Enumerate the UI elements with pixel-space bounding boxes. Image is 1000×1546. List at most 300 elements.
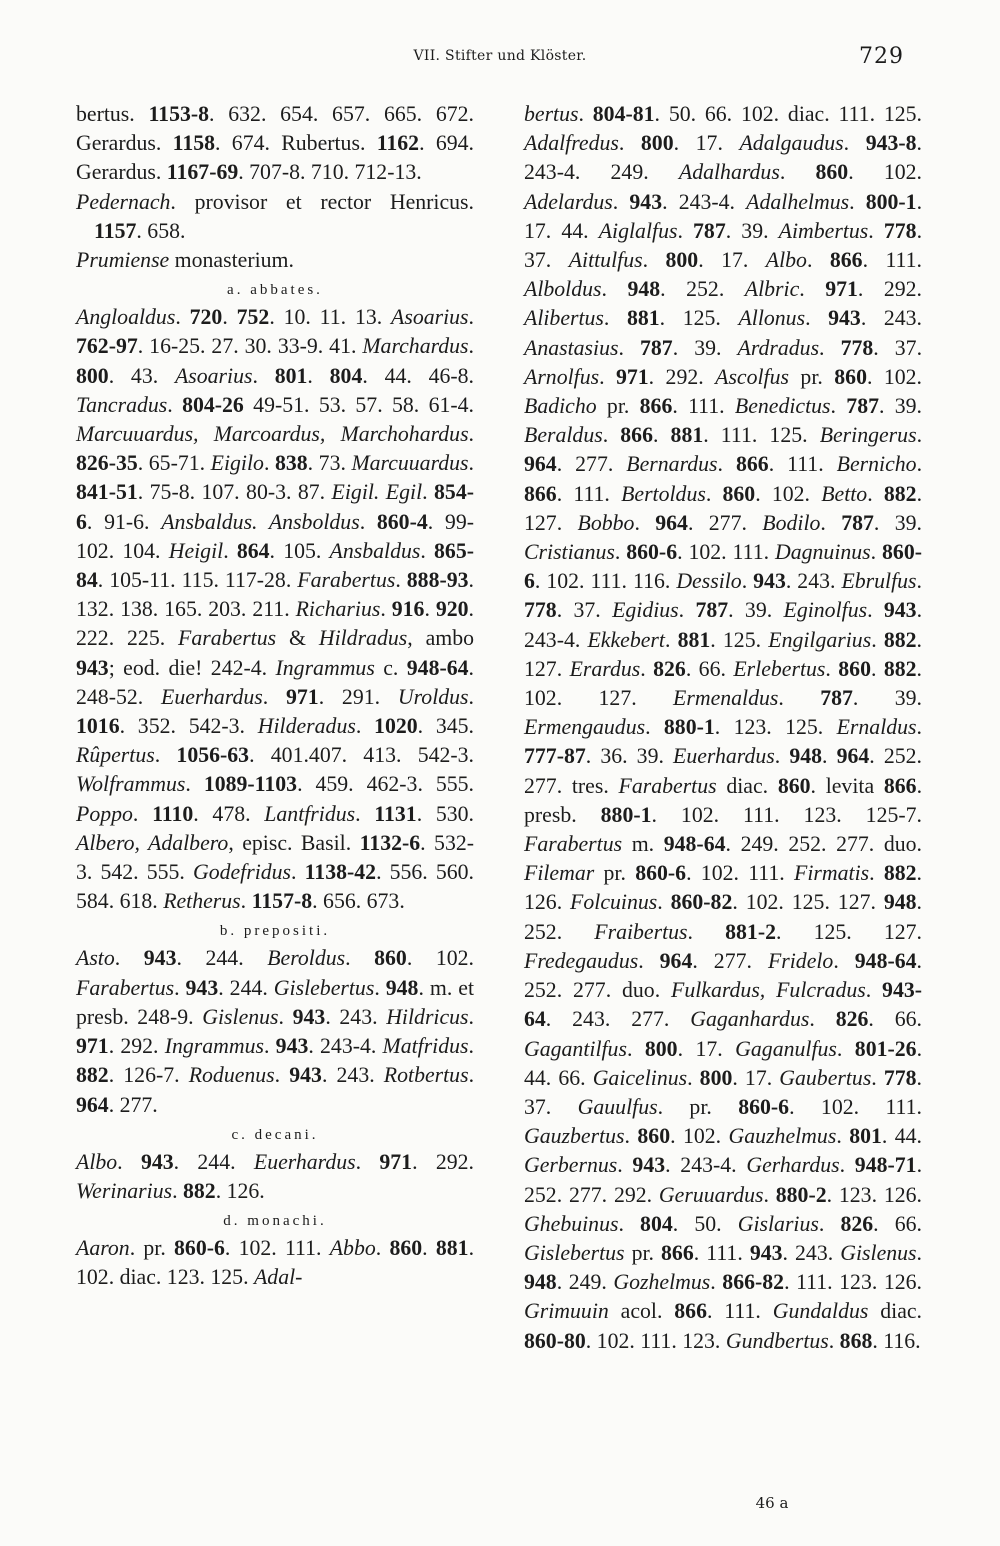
year-number: 1157-8: [251, 889, 313, 914]
year-number: 882: [883, 481, 917, 506]
reference-text: . 50. 66. 102. diac. 111. 125.: [654, 102, 922, 126]
person-name: Heigil: [168, 538, 224, 563]
reference-text: .: [867, 481, 884, 506]
reference-text: . 127.: [524, 627, 922, 681]
reference-text: . 39.: [672, 335, 738, 360]
person-name: Adalfredus: [524, 131, 619, 156]
reference-text: .: [468, 451, 474, 476]
reference-text: .: [355, 801, 375, 826]
reference-text: .: [167, 392, 183, 417]
year-number: 860: [374, 946, 407, 971]
reference-text: .: [687, 1065, 700, 1090]
reference-text: . 102.: [866, 364, 922, 389]
year-number: 948: [789, 744, 823, 769]
person-name: Ermengaudus: [524, 715, 646, 740]
reference-text: . 243-4.: [665, 1153, 747, 1178]
reference-text: . 17.: [673, 131, 740, 156]
running-head: [0, 44, 1000, 74]
person-name: Hildricus: [386, 1004, 469, 1029]
person-name: Eigilo: [210, 451, 264, 476]
reference-text: . 102. 111.: [789, 1094, 922, 1119]
year-number: 948-71: [854, 1153, 917, 1178]
reference-text: .: [355, 714, 375, 739]
person-name: Rûpertus: [76, 743, 155, 768]
reference-text: . 352. 542-3.: [119, 714, 258, 739]
year-number: 787: [820, 686, 853, 711]
year-number: 864: [236, 538, 270, 563]
reference-text: . 102. 111. 123. 125-7.: [651, 802, 922, 827]
reference-text: . 632. 654. 657. 665. 672. Gerardus.: [76, 102, 475, 156]
reference-text: . 530.: [416, 801, 474, 826]
person-name: Ardradus: [737, 335, 820, 360]
reference-text: . 17.: [677, 1036, 736, 1061]
year-number: 948: [883, 890, 917, 915]
reference-text: . 243-4. 249.: [524, 131, 922, 185]
year-number: 881: [677, 627, 711, 652]
year-number: 881: [670, 423, 704, 448]
reference-text: .: [916, 1240, 922, 1265]
reference-text: . presb.: [524, 773, 923, 827]
reference-text: .: [278, 1004, 293, 1029]
year-number: 804: [329, 363, 363, 388]
year-number: 860-6: [524, 540, 922, 594]
reference-text: .: [380, 597, 392, 622]
entry-prumiense: [76, 246, 474, 275]
reference-text: .: [916, 715, 922, 740]
reference-text: pr.: [596, 394, 640, 419]
left-column: [76, 100, 474, 1293]
reference-text: . pr.: [129, 1236, 175, 1261]
year-number: 881: [435, 1236, 469, 1261]
person-name: Cristianus: [524, 540, 615, 565]
reference-text: . 252.: [660, 277, 745, 302]
year-number: 866: [620, 423, 653, 448]
person-name: Erlebertus: [733, 656, 826, 681]
reference-text: . 126.: [524, 861, 922, 915]
reference-text: . 252. 277. tres.: [524, 744, 922, 798]
reference-text: .: [174, 975, 186, 1000]
year-number: 971: [615, 364, 649, 389]
person-name: Adalgaudus: [739, 131, 844, 156]
reference-text: . 111. 125.: [703, 423, 820, 448]
reference-text: .: [307, 363, 330, 388]
reference-text: . 123. 125.: [714, 715, 837, 740]
reference-text: . 44.: [881, 1124, 923, 1149]
year-number: 948: [627, 277, 661, 302]
reference-text: .: [599, 364, 616, 389]
person-name: Gaubertus: [779, 1065, 872, 1090]
reference-text: .: [172, 1178, 183, 1203]
year-number: 1089-1103: [203, 772, 298, 797]
person-name: Folcuinus: [570, 890, 658, 915]
reference-text: .: [833, 948, 855, 973]
year-number: 920: [435, 597, 469, 622]
person-name: Gundbertus: [725, 1328, 829, 1353]
person-name: Bobbo: [577, 510, 635, 535]
year-number: 948: [524, 1270, 557, 1295]
reference-text: .: [828, 1328, 840, 1353]
entry-continuation: [76, 100, 474, 188]
reference-text: . 91-6.: [86, 509, 162, 534]
reference-text: .: [601, 277, 628, 302]
subheading-monachi: d. monachi.: [223, 1213, 327, 1230]
reference-text: . 66.: [868, 1007, 922, 1032]
person-name: Bernardus: [626, 452, 718, 477]
reference-text: . 674. Rubertus.: [215, 131, 377, 156]
year-number: 1016: [76, 714, 120, 739]
year-number: 1132-6: [359, 830, 421, 855]
reference-text: .: [626, 1036, 645, 1061]
reference-text: c.: [374, 655, 407, 680]
reference-text: . 73.: [307, 451, 352, 476]
reference-text: . 66.: [685, 656, 734, 681]
person-name: Filemar: [524, 861, 595, 886]
reference-text: . 44. 46-8.: [362, 363, 474, 388]
person-name: Gerhardus: [746, 1153, 840, 1178]
reference-text: . 243-4.: [308, 1034, 383, 1059]
person-name: Wolframmus: [76, 772, 186, 797]
year-number: 778: [524, 598, 557, 623]
year-number: 860: [834, 364, 867, 389]
reference-text: . 532-3. 542. 555.: [76, 830, 474, 885]
person-name: Gauulfus: [577, 1094, 658, 1119]
reference-text: .: [223, 538, 237, 563]
reference-text: .: [468, 1063, 475, 1088]
reference-text: . 556. 560. 584. 618.: [76, 860, 475, 914]
person-name: Rotbertus: [383, 1063, 469, 1088]
reference-text: .: [774, 744, 790, 769]
subheading-abbates: a. abbates.: [227, 282, 323, 299]
person-name: Retherus: [163, 889, 241, 914]
reference-text: . 127.: [524, 481, 923, 535]
reference-text: .: [359, 509, 377, 534]
year-number: 868: [839, 1328, 873, 1353]
reference-text: . 102. diac. 123. 125.: [76, 1236, 475, 1290]
year-number: 778: [840, 335, 874, 360]
reference-text: diac.: [716, 773, 778, 798]
reference-text: .: [849, 189, 866, 214]
year-number: 866: [735, 452, 769, 477]
year-number: 1110: [152, 801, 194, 826]
person-name: Allonus: [738, 306, 806, 331]
year-number: 778: [883, 1065, 917, 1090]
year-number: 882: [883, 861, 917, 886]
person-name: Anastasius: [524, 335, 619, 360]
prepositi-list: [76, 944, 474, 1119]
reference-text: . 17.: [732, 1065, 780, 1090]
year-number: 880-2: [775, 1182, 827, 1207]
year-number: 804-26: [182, 392, 244, 417]
year-number: 1153-8: [148, 102, 210, 126]
reference-text: .: [836, 1124, 850, 1149]
person-name: Fredegaudus: [524, 948, 639, 973]
reference-text: . 292.: [648, 364, 716, 389]
reference-text: . 125.: [659, 306, 739, 331]
reference-text: . 292.: [857, 277, 922, 302]
person-name: Godefridus: [192, 860, 292, 885]
reference-text: .: [818, 1211, 841, 1236]
reference-text: . 102. 125. 127.: [732, 890, 884, 915]
year-number: 964: [76, 1092, 109, 1117]
year-number: 1138-42: [304, 860, 377, 885]
year-number: 882: [76, 1063, 109, 1088]
year-number: 1167-69: [166, 160, 239, 185]
reference-text: . 243.: [860, 306, 922, 331]
person-name: Ghebuinus: [524, 1211, 619, 1236]
reference-text: . 105.: [269, 538, 330, 563]
person-name: Adal-: [253, 1265, 303, 1290]
reference-text: . pr.: [657, 1094, 739, 1119]
subheading-prepositi: b. prepositi.: [219, 923, 331, 940]
year-number: 1157: [94, 218, 137, 243]
year-number: 778: [883, 218, 917, 243]
person-name: Albo: [76, 1149, 118, 1174]
reference-text: .: [779, 160, 816, 185]
person-name: Eginolfus: [783, 598, 868, 623]
year-number: 860-80: [524, 1328, 586, 1353]
reference-text: . 17.: [698, 248, 766, 273]
year-number: 777-87: [524, 744, 586, 769]
reference-text: .: [468, 305, 474, 330]
reference-text: .: [678, 598, 696, 623]
year-number: 720: [189, 305, 223, 330]
person-name: Abbo: [329, 1236, 376, 1261]
reference-text: .: [114, 946, 144, 971]
reference-text: . 292.: [108, 1034, 165, 1059]
person-name: Gauzbertus: [524, 1124, 625, 1149]
year-number: 882: [183, 1178, 216, 1203]
reference-text: .: [468, 1034, 474, 1059]
reference-text: . 459. 462-3. 555.: [297, 772, 474, 797]
reference-text: .: [916, 452, 923, 477]
reference-text: . 125.: [710, 627, 769, 652]
reference-text: . 707-8. 710. 712-13.: [238, 160, 422, 185]
year-number: 800: [665, 248, 699, 273]
person-name: Fridelo: [767, 948, 834, 973]
reference-text: . 277.: [687, 510, 763, 535]
reference-text: . 222. 225.: [76, 597, 474, 651]
year-number: 1158: [172, 131, 216, 156]
reference-text: .: [778, 686, 821, 711]
person-name: Euerhardus: [161, 684, 263, 709]
reference-text: .: [822, 744, 837, 769]
year-number: 964: [659, 948, 693, 973]
reference-text: .: [603, 306, 627, 331]
reference-text: . 102.: [755, 481, 822, 506]
year-number: 866: [829, 248, 863, 273]
reference-text: . 39.: [873, 510, 922, 535]
year-number: 838: [274, 451, 308, 476]
reference-text: . 75-8. 107. 80-3. 87.: [137, 480, 332, 505]
reference-text: . 277.: [108, 1092, 158, 1117]
reference-text: . 243. 277.: [545, 1007, 691, 1032]
person-name: Asoarius: [391, 305, 469, 330]
reference-text: .: [262, 684, 286, 709]
year-number: 860-6: [174, 1236, 225, 1261]
year-number: 752: [236, 305, 270, 330]
year-number: 943: [289, 1063, 322, 1088]
reference-text: .: [132, 801, 153, 826]
reference-text: .: [468, 1004, 474, 1029]
year-number: 860: [637, 1124, 671, 1149]
person-name: Asoarius: [174, 363, 253, 388]
person-name: Gagantilfus: [524, 1036, 627, 1061]
year-number: 948-64: [406, 655, 469, 680]
person-name: Gerbernus: [524, 1153, 618, 1178]
person-name: Gislebertus: [524, 1240, 625, 1265]
reference-text: .: [763, 1182, 776, 1207]
person-name: Werinarius: [76, 1178, 173, 1203]
reference-text: . 244.: [176, 946, 268, 971]
reference-text: .: [252, 363, 275, 388]
reference-text: . 17. 44.: [524, 189, 923, 243]
year-number: 866: [661, 1240, 694, 1265]
reference-text: . 694. Gerardus.: [76, 131, 474, 185]
reference-text: diac.: [868, 1299, 922, 1324]
year-number: 860-6: [626, 540, 678, 565]
person-name: Dessilo: [676, 569, 742, 594]
person-name: Gozhelmus: [613, 1270, 711, 1295]
person-name: Gauzhelmus: [728, 1124, 837, 1149]
year-number: 943: [76, 655, 109, 680]
reference-text: .: [175, 305, 190, 330]
year-number: 948: [385, 975, 419, 1000]
reference-text: .: [618, 131, 641, 156]
person-name: Engilgarius: [768, 627, 872, 652]
year-number: 762-97: [76, 334, 138, 359]
person-name: Albero, Adalbero: [76, 830, 229, 855]
person-name: Euerhardus: [253, 1149, 356, 1174]
reference-text: . 43.: [108, 363, 175, 388]
reference-text: .: [820, 510, 842, 535]
year-number: 866: [639, 394, 673, 419]
reference-text: . 102. 111. 116.: [534, 569, 677, 594]
person-name: Marchardus: [362, 334, 469, 359]
person-name: Farabertus: [178, 626, 277, 651]
reference-text: .: [240, 889, 252, 914]
reference-text: , episc. Basil.: [228, 830, 360, 855]
person-name: Geruuardus: [658, 1182, 764, 1207]
reference-text: .: [916, 569, 922, 594]
reference-text: . 111.: [693, 1240, 750, 1265]
year-number: 866: [524, 481, 557, 506]
year-number: 826: [835, 1007, 869, 1032]
year-number: 882: [883, 627, 917, 652]
monachi-list: [76, 1234, 474, 1292]
reference-text: .: [424, 597, 436, 622]
year-number: 943: [143, 946, 177, 971]
reference-text: . 39.: [852, 686, 922, 711]
reference-text: . 102. 111.: [677, 540, 775, 565]
reference-text: .: [420, 538, 435, 563]
reference-text: .: [830, 394, 847, 419]
reference-text: . 126.: [215, 1178, 265, 1203]
reference-text: .: [705, 481, 723, 506]
reference-text: pr.: [789, 364, 835, 389]
year-number: 787: [846, 394, 879, 419]
reference-text: . 37.: [556, 598, 613, 623]
person-name: Ekkebert: [587, 627, 665, 652]
reference-text: . 277.: [556, 452, 627, 477]
reference-text: . 111.: [556, 481, 622, 506]
reference-text: . 243-4.: [662, 189, 747, 214]
year-number: 800: [640, 131, 674, 156]
reference-text: .: [468, 684, 474, 709]
person-name: Lantfridus: [264, 801, 356, 826]
reference-text: . 105-11. 115. 117-28.: [97, 568, 298, 593]
reference-text: pr.: [594, 861, 636, 886]
monachi-list-continued: [524, 100, 922, 1356]
person-name: Grimuuin: [524, 1299, 609, 1324]
person-name: Adalhardus: [678, 160, 780, 185]
reference-text: . 102.: [848, 160, 922, 185]
person-name: Albric: [744, 277, 800, 302]
year-number: 971: [379, 1149, 413, 1174]
reference-text: . 10. 11. 13.: [269, 305, 392, 330]
reference-text: . 249.: [556, 1270, 614, 1295]
year-number: 943: [749, 1240, 783, 1265]
reference-text: . 39.: [725, 218, 779, 243]
person-name: Ansbaldus: [329, 538, 421, 563]
reference-text: .: [870, 540, 883, 565]
person-name: bertus: [524, 102, 579, 126]
reference-text: . 126-7.: [108, 1063, 189, 1088]
reference-text: . 478.: [193, 801, 265, 826]
person-name: Uroldus: [397, 684, 469, 709]
reference-text: .: [614, 540, 627, 565]
year-number: 943: [185, 975, 219, 1000]
year-number: 866: [674, 1299, 707, 1324]
year-number: 1056-63: [176, 743, 250, 768]
year-number: 888-93: [406, 568, 469, 593]
year-number: 971: [285, 684, 319, 709]
reference-text: .: [617, 1153, 633, 1178]
person-name: Gundaldus: [772, 1299, 869, 1324]
year-number: 860: [815, 160, 849, 185]
reference-text: .: [618, 1211, 641, 1236]
reference-text: .: [645, 715, 664, 740]
person-name: Gaicelinus: [592, 1065, 688, 1090]
abbates-list: [76, 303, 474, 916]
year-number: 804-81: [592, 102, 655, 126]
reference-text: . 102. 111.: [686, 861, 795, 886]
reference-text: . 401.407. 413. 542-3.: [249, 743, 474, 768]
running-title: VII. Stifter und Klöster.: [413, 48, 587, 64]
person-name: Beroldus: [267, 946, 346, 971]
reference-text: . 39.: [879, 394, 922, 419]
year-number: 880-1: [600, 802, 652, 827]
reference-text: .: [263, 451, 275, 476]
year-number: 800: [699, 1065, 733, 1090]
year-number: 943: [140, 1149, 174, 1174]
year-number: 881-2: [725, 919, 776, 944]
reference-text: . 102. 111. 123.: [585, 1328, 726, 1353]
reference-text: 49-51. 53. 57. 58. 61-4.: [243, 392, 474, 417]
reference-text: .: [291, 860, 305, 885]
reference-text: . 656. 673.: [312, 889, 405, 914]
reference-text: . 37.: [524, 1065, 922, 1119]
year-number: 1020: [374, 714, 418, 739]
person-name: Gaganhardus: [690, 1007, 810, 1032]
reference-text: . 44. 66.: [524, 1036, 923, 1090]
year-number: 860-82: [670, 890, 733, 915]
right-column: [524, 100, 922, 1356]
year-number: 943: [275, 1034, 309, 1059]
reference-text: pr.: [624, 1240, 662, 1265]
year-number: 860: [722, 481, 756, 506]
year-number: 943: [828, 306, 861, 331]
person-name: Adelardus: [524, 189, 613, 214]
